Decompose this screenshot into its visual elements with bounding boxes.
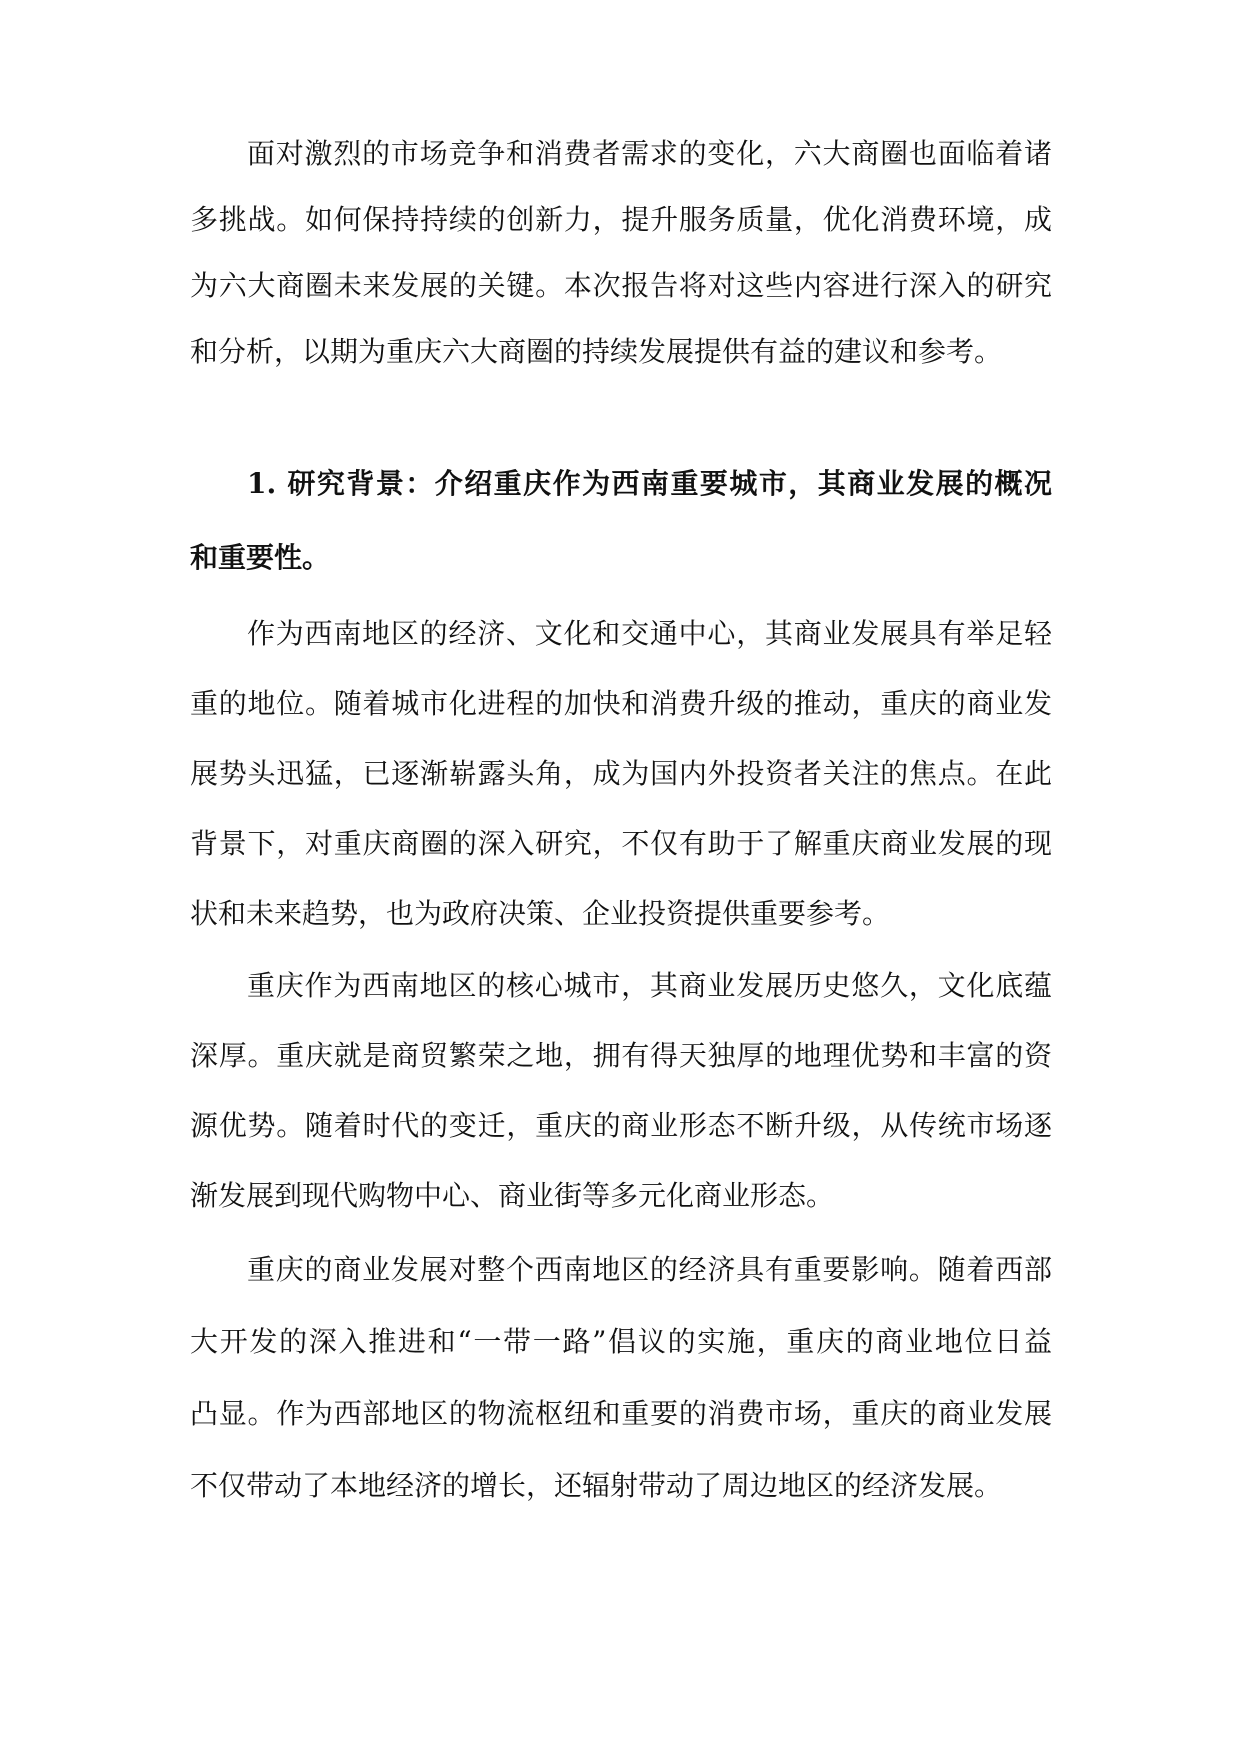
paragraph-line: 面对激烈的市场竞争和消费者需求的变化，六大商圈也面临着诸 [247, 137, 1052, 170]
paragraph-line: 渐发展到现代购物中心、商业街等多元化商业形态。 [190, 1179, 835, 1212]
paragraph-line: 大开发的深入推进和“一带一路”倡议的实施，重庆的商业地位日益 [190, 1325, 1052, 1358]
paragraph-line: 状和未来趋势，也为政府决策、企业投资提供重要参考。 [190, 897, 891, 930]
paragraph-line: 和分析，以期为重庆六大商圈的持续发展提供有益的建议和参考。 [190, 335, 1003, 368]
paragraph-line: 重庆的商业发展对整个西南地区的经济具有重要影响。随着西部 [247, 1253, 1052, 1286]
paragraph-line: 作为西南地区的经济、文化和交通中心，其商业发展具有举足轻 [247, 617, 1052, 650]
paragraph-line: 不仅带动了本地经济的增长，还辐射带动了周边地区的经济发展。 [190, 1469, 1003, 1502]
paragraph-line: 凸显。作为西部地区的物流枢纽和重要的消费市场，重庆的商业发展 [190, 1397, 1052, 1430]
section-heading: 和重要性。 [190, 541, 331, 574]
paragraph-line: 源优势。随着时代的变迁，重庆的商业形态不断升级，从传统市场逐 [190, 1109, 1052, 1142]
paragraph-line: 重的地位。随着城市化进程的加快和消费升级的推动，重庆的商业发 [190, 687, 1052, 720]
section-heading: 1. 研究背景：介绍重庆作为西南重要城市，其商业发展的概况 [247, 467, 1052, 500]
paragraph-line: 深厚。重庆就是商贸繁荣之地，拥有得天独厚的地理优势和丰富的资 [190, 1039, 1052, 1072]
paragraph-line: 为六大商圈未来发展的关键。本次报告将对这些内容进行深入的研究 [190, 269, 1052, 302]
paragraph-line: 展势头迅猛，已逐渐崭露头角，成为国内外投资者关注的焦点。在此 [190, 757, 1052, 790]
paragraph-line: 多挑战。如何保持持续的创新力，提升服务质量，优化消费环境，成 [190, 203, 1052, 236]
paragraph-line: 重庆作为西南地区的核心城市，其商业发展历史悠久，文化底蕴 [247, 969, 1052, 1002]
paragraph-line: 背景下，对重庆商圈的深入研究，不仅有助于了解重庆商业发展的现 [190, 827, 1052, 860]
